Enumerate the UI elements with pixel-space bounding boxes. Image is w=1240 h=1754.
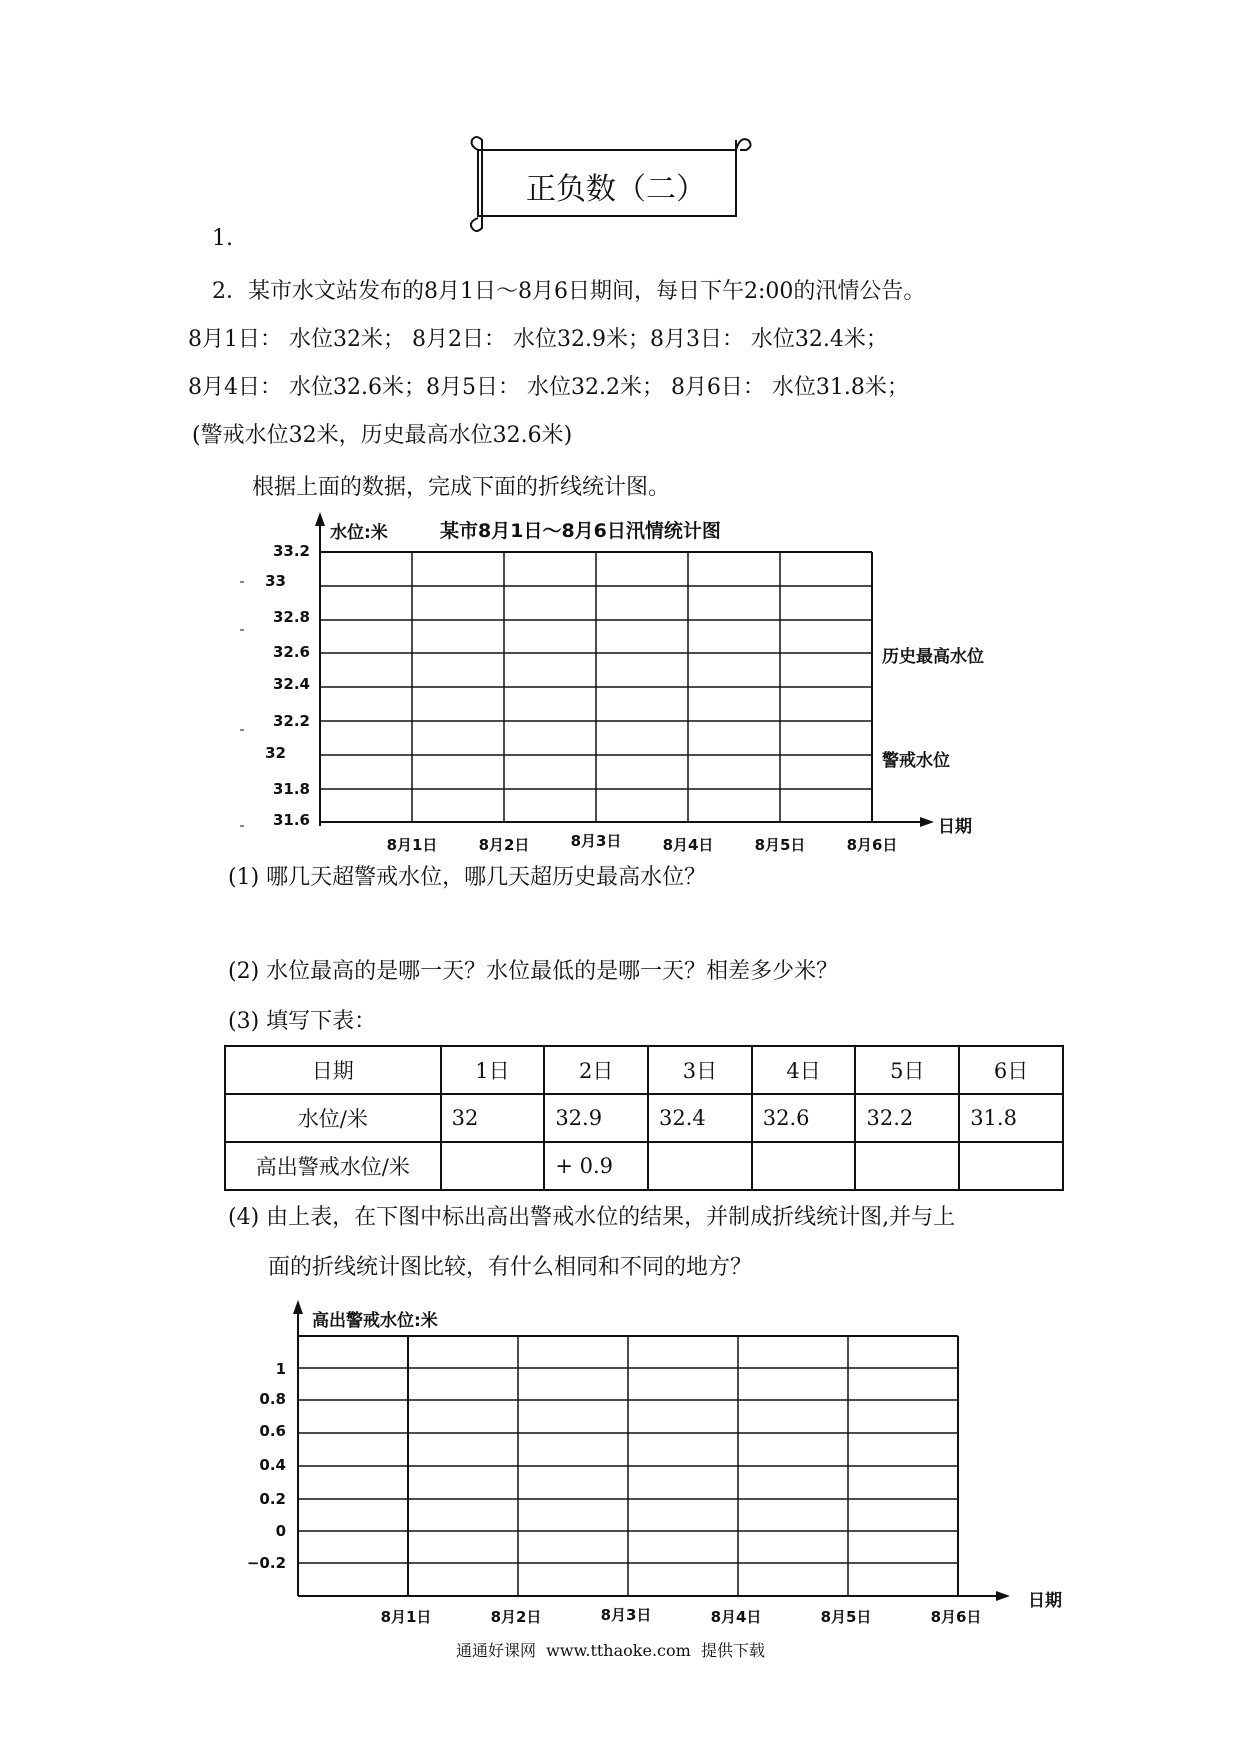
table-header-cell: 日期 [225, 1046, 441, 1094]
chart1-title: 某市8月1日～8月6日汛情统计图 [440, 520, 721, 542]
annotation-warning-level: 警戒水位 [882, 751, 950, 771]
sub-question-4-line1: (4) 由上表，在下图中标出高出警戒水位的结果，并制成折线统计图,并与上 [228, 1205, 956, 1230]
chart2-xtick: 8月2日 [490, 1608, 542, 1626]
chart2-ytick: −0.2 [246, 1554, 286, 1572]
chart1-ytick: 31.6 [272, 811, 310, 829]
sub-question-3: (3) 填写下表： [228, 1009, 377, 1034]
chart1-ylabel: 水位:米 [330, 523, 388, 543]
chart2-xtick: 8月1日 [380, 1608, 432, 1626]
chart1-xtick: 8月6日 [846, 836, 898, 854]
question-1-label: 1. [212, 226, 233, 251]
chart1-xtick: 8月3日 [570, 832, 622, 850]
page-title: 正负数（二） [526, 172, 706, 207]
chart1-ytick: 31.8 [272, 780, 310, 798]
chart2-ytick: 0.2 [259, 1490, 286, 1508]
chart1-ytick: 33 [265, 572, 286, 590]
chart1-ytick: 32.6 [272, 643, 310, 661]
chart1-xtick: 8月2日 [478, 836, 530, 854]
table-header-cell: 1日 [441, 1046, 545, 1094]
chart1-ytick: 32.8 [272, 608, 310, 626]
chart2-xtick: 8月6日 [930, 1608, 982, 1626]
chart2-ytick: 1 [275, 1360, 286, 1378]
chart1-ytick: 32.2 [272, 712, 310, 730]
annotation-high-water: 历史最高水位 [882, 647, 984, 667]
sub-question-2: (2) 水位最高的是哪一天？水位最低的是哪一天？相差多少米？ [228, 959, 839, 984]
chart2-ytick: 0.8 [259, 1390, 286, 1408]
chart1-ytick: 32 [265, 744, 286, 762]
table-header-cell: 2日 [544, 1046, 648, 1094]
table-header-cell: 6日 [959, 1046, 1063, 1094]
table-cell: 32.9 [544, 1094, 648, 1142]
table-cell: 32.2 [855, 1094, 959, 1142]
table-cell: 32 [441, 1094, 545, 1142]
instruction: 根据上面的数据，完成下面的折线统计图。 [252, 475, 671, 500]
answer-cell[interactable]: + 0.9 [544, 1142, 648, 1190]
data-line-1: 8月1日： 水位32米； 8月2日： 水位32.9米；8月3日： 水位32.4米； [188, 327, 888, 352]
table-header-cell: 4日 [752, 1046, 856, 1094]
table-cell: 32.4 [648, 1094, 752, 1142]
page-footer: 通通好课网 www.tthaoke.com 提供下载 [456, 1641, 765, 1660]
chart2-ytick: 0.4 [259, 1456, 286, 1474]
chart2-xtick: 8月5日 [820, 1608, 872, 1626]
chart2-ytick: 0.6 [259, 1422, 286, 1440]
table-header-cell: 3日 [648, 1046, 752, 1094]
chart2-xlabel: 日期 [1028, 1591, 1062, 1611]
data-line-3: (警戒水位32米，历史最高水位32.6米) [192, 423, 573, 448]
chart1-xtick: 8月4日 [662, 836, 714, 854]
table-header-cell: 5日 [855, 1046, 959, 1094]
chart1-xlabel: 日期 [938, 817, 972, 837]
chart2-xtick: 8月4日 [710, 1608, 762, 1626]
chart2-ylabel: 高出警戒水位:米 [312, 1311, 438, 1331]
question-2-intro: 2．某市水文站发布的8月1日～8月6日期间，每日下午2:00的汛情公告。 [212, 279, 926, 304]
sub-question-4-line2: 面的折线统计图比较，有什么相同和不同的地方？ [268, 1255, 753, 1280]
chart1-xtick: 8月1日 [386, 836, 438, 854]
chart2-ytick: 0 [275, 1522, 286, 1540]
table-cell: 水位/米 [225, 1094, 441, 1142]
chart1-ytick: 32.4 [272, 675, 310, 693]
table-cell: 32.6 [752, 1094, 856, 1142]
data-line-2: 8月4日： 水位32.6米；8月5日： 水位32.2米； 8月6日： 水位31.8米； [188, 375, 909, 400]
chart1-xtick: 8月5日 [754, 836, 806, 854]
table-cell: 31.8 [959, 1094, 1063, 1142]
chart1-ytick: 33.2 [272, 542, 310, 560]
sub-question-1: (1) 哪几天超警戒水位，哪几天超历史最高水位？ [228, 865, 707, 890]
table-cell: 高出警戒水位/米 [225, 1142, 441, 1190]
chart2-xtick: 8月3日 [600, 1606, 652, 1624]
